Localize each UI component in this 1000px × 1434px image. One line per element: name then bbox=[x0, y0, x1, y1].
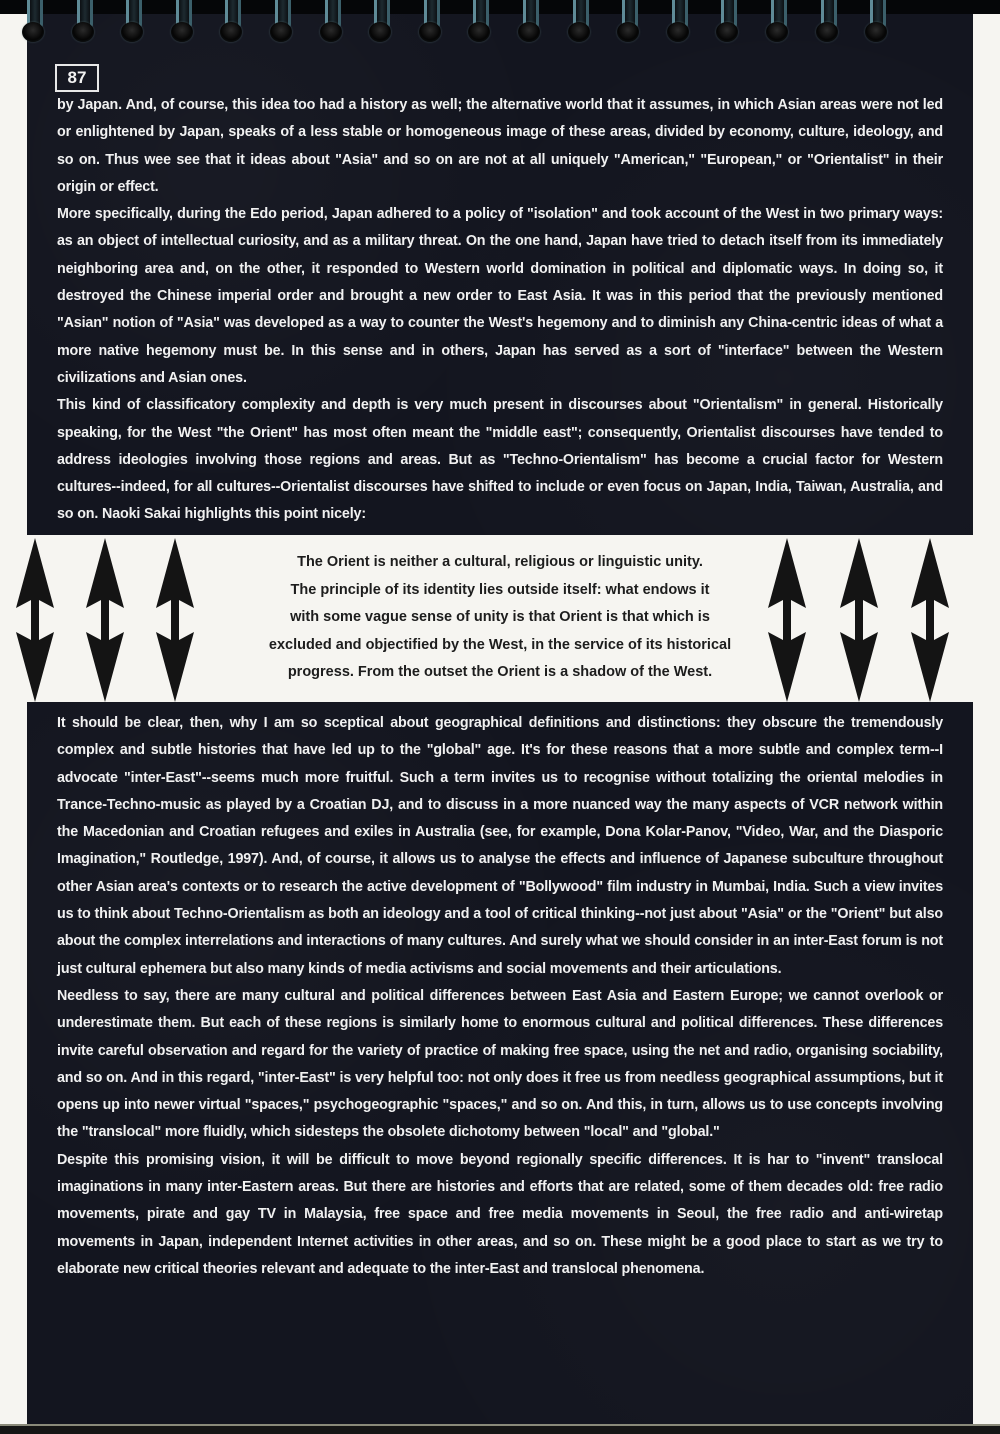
quote-line: with some vague sense of unity is that Orient is that which is bbox=[290, 609, 710, 625]
page-bottom-edge bbox=[0, 1424, 1000, 1434]
spiral-binding-ring-icon bbox=[369, 0, 391, 44]
quote-line: The principle of its identity lies outside itself: what endows it bbox=[290, 581, 710, 598]
paragraph: More specifically, during the Edo period, Japan adhered to a policy of "isolation" and took account of the West in two primary ways: as an object of intellectual curiosity, and as a military threat. On the one hand, Japan have tried to detach itself from its immediately neighboring area and, on the other, it responded to Western world domination in political and diplomatic ways. In doing so, it destroyed the Chinese imperial order and brought a new order to East Asia. It was in this period that the previously mentioned "Asian" notion of "Asia" was developed as a way to counter the West's hegemony and to diminish any China-centric ideas of what a more native hegemony must be. In this sense and in others, Japan has served as a sort of "interface" between the Western civilizations and Asian ones. bbox=[57, 206, 943, 386]
quote-line: progress. From the outset the Orient is a shadow of the West. bbox=[287, 664, 713, 680]
paragraph: by Japan. And, of course, this idea too had a history as well; the alternative world that it assumes, in which Asian areas were not led or enlightened by Japan, speaks of a less stable or homogeneous image of these areas, divided by economy, culture, ideology, and so on. Thus wee see that it ideas about "Asia" and so on are not at all uniquely "American," "European," or "Orientalist" in their origin or effect. bbox=[57, 97, 943, 195]
double-headed-vertical-arrow-icon bbox=[765, 538, 809, 702]
double-headed-vertical-arrow-icon bbox=[13, 538, 57, 702]
spiral-binding-ring-icon bbox=[171, 0, 193, 44]
spiral-binding-ring-icon bbox=[518, 0, 540, 44]
spiral-binding-ring-icon bbox=[816, 0, 838, 44]
spiral-binding-ring-icon bbox=[419, 0, 441, 44]
double-headed-vertical-arrow-icon bbox=[908, 538, 952, 702]
quote-line: The Orient is neither a cultural, religious or linguistic unity. bbox=[297, 554, 703, 570]
spiral-binding-ring-icon bbox=[220, 0, 242, 44]
double-headed-vertical-arrow-icon bbox=[153, 538, 197, 702]
paragraph: This kind of classificatory complexity and depth is very much present in discourses about "Orientalism" in general. Historically speaking, for the West "the Orient" has most often meant the "middle east"; consequently, Orientalist discourses have tended to address ideologies involving those regions and areas. But as "Techno-Orientalism" has become a crucial factor for Western cultures--indeed, for all cultures--Orientalist discourses have shifted to include or even focus on Japan, India, Taiwan, Australia, and so on. Naoki Sakai highlights this point nicely: bbox=[57, 397, 943, 523]
paragraph: It should be clear, then, why I am so sceptical about geographical definitions and distinctions: they obscure the tremendously complex and subtle histories that have led up to the "global" age. It's for these reasons that a more subtle and complex term--I advocate "inter-East"--seems much more fruitful. Such a term invites us to recognise without totalizing the oriental melodies in Trance-Techno-music as played by a Croatian DJ, and to discuss in a more nuanced way the many aspects of VCR network within the Macedonian and Croatian refugees and exiles in Australia (see, for example, Dona Kolar-Panov, "Video, War, and the Diasporic Imagination," Routledge, 1997). And, of course, it allows us to analyse the effects and influence of Japanese subculture throughout other Asian area's contexts or to research the active development of "Bollywood" film industry in Mumbai, India. Such a view invites us to think about Techno-Orientalism as both an ideology and a tool of critical thinking--not just about "Asia" or the "Orient" but also about the complex interrelations and interactions of many cultures. And surely what we should consider in an inter-East forum is not just cultural ephemera but also many kinds of media activisms and social movements and their articulations. bbox=[57, 715, 943, 977]
page-number: 87 bbox=[55, 64, 99, 92]
spiral-binding-ring-icon bbox=[667, 0, 689, 44]
double-headed-vertical-arrow-icon bbox=[83, 538, 127, 702]
article-section-top bbox=[57, 92, 943, 529]
spiral-binding bbox=[0, 0, 1000, 48]
block-quote bbox=[240, 549, 760, 687]
spiral-binding-ring-icon bbox=[766, 0, 788, 44]
quote-line: excluded and objectified by the West, in the service of its historical bbox=[268, 636, 732, 653]
spiral-binding-ring-icon bbox=[320, 0, 342, 44]
paragraph: Despite this promising vision, it will be difficult to move beyond regionally specific differences. It is har to "invent" translocal imaginations in many inter-Eastern areas. But there are histories and efforts that are related, some of them decades old: free radio movements, pirate and gay TV in Malaysia, free space and free media movements in Seoul, the free radio and anti-wiretap movements in Japan, independent Internet activities in other areas, and so on. These might be a good place to start as we try to elaborate new critical theories relevant and adequate to the inter-East and translocal phenomena. bbox=[57, 1151, 943, 1277]
double-headed-vertical-arrow-icon bbox=[837, 538, 881, 702]
spiral-binding-ring-icon bbox=[121, 0, 143, 44]
spiral-binding-ring-icon bbox=[617, 0, 639, 44]
spiral-binding-ring-icon bbox=[72, 0, 94, 44]
paragraph: Needless to say, there are many cultural and political differences between East Asia and Eastern Europe; we cannot overlook or underestimate them. But each of these regions is similarly home to enormous cultural and political differences. These differences invite careful observation and regard for the variety of practice of making free space, using the net and radio, organising sociability, and so on. And in this regard, "inter-East" is very helpful too: not only does it free us from needless geographical assumptions, but it opens up into newer virtual "spaces," psychogeographic "spaces," and so on. And this, in turn, allows us to use concepts involving the "translocal" more fluidly, which sidesteps the obsolete dichotomy between "local" and "global." bbox=[57, 987, 943, 1141]
spiral-binding-ring-icon bbox=[865, 0, 887, 44]
spiral-binding-ring-icon bbox=[568, 0, 590, 44]
article-section-bottom bbox=[57, 710, 943, 1283]
spiral-binding-ring-icon bbox=[468, 0, 490, 44]
spiral-binding-ring-icon bbox=[270, 0, 292, 44]
spiral-binding-ring-icon bbox=[22, 0, 44, 44]
spiral-binding-ring-icon bbox=[716, 0, 738, 44]
